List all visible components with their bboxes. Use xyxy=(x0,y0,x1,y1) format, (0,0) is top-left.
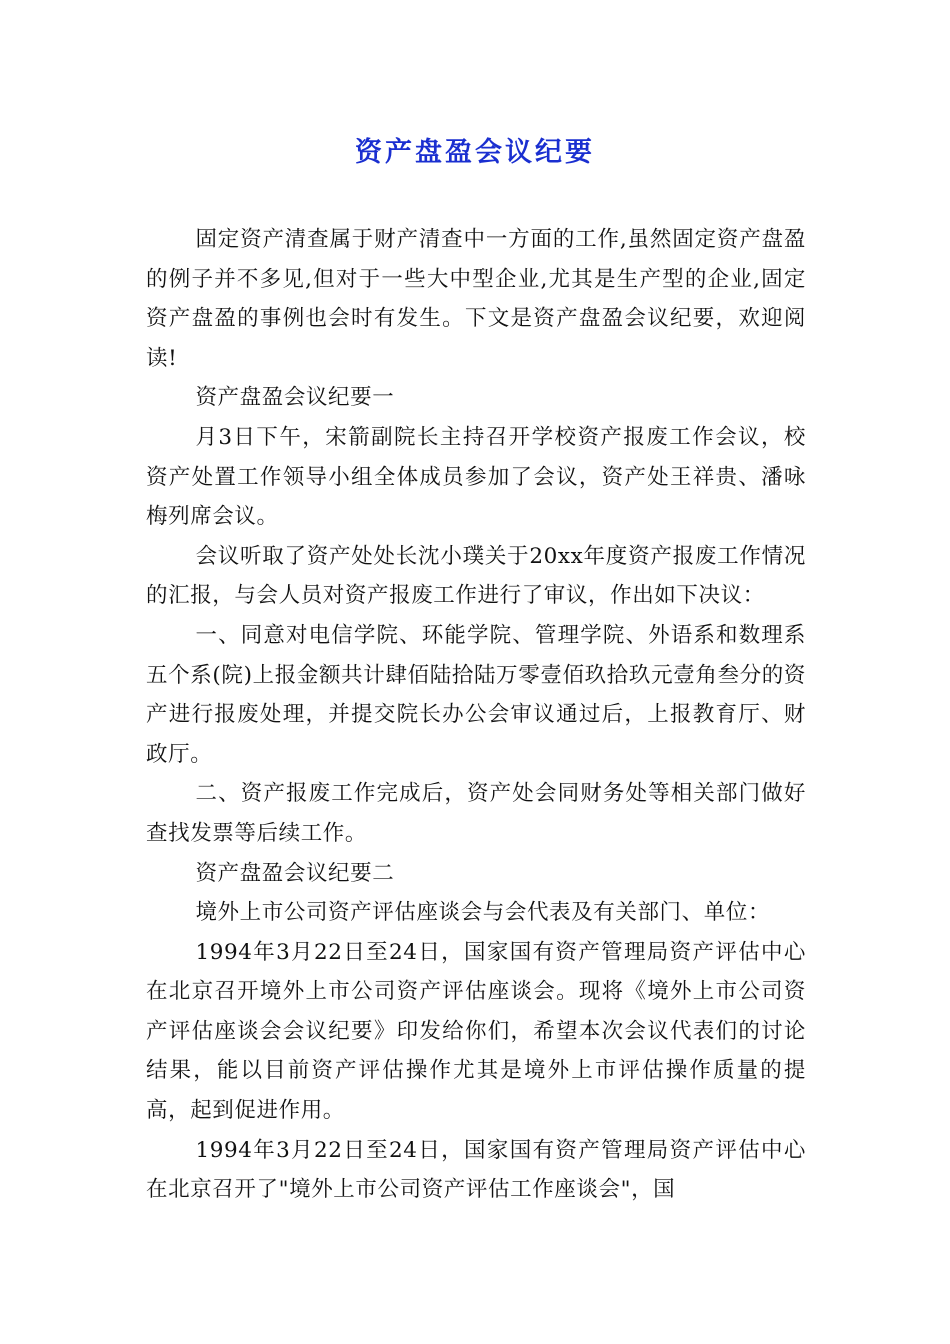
paragraph: 1994年3月22日至24日，国家国有资产管理局资产评估中心在北京召开了"境外上市公司资产评估工作座谈会"，国 xyxy=(146,1137,806,1203)
paragraph-intro: 固定资产清查属于财产清查中一方面的工作,虽然固定资产盘盈的例子并不多见,但对于一些大中型企业,尤其是生产型的企业,固定资产盘盈的事例也会时有发生。下文是资产盘盈会议纪要，欢迎阅读! xyxy=(146,227,806,371)
paragraph: 一、同意对电信学院、环能学院、管理学院、外语系和数理系五个系(院)上报金额共计肆佰陆拾陆万零壹佰玖拾玖元壹角叁分的资产进行报废处理，并提交院长办公会审议通过后，上报教育厅、财政厅。 xyxy=(146,622,806,767)
section-heading-1: 资产盘盈会议纪要一 xyxy=(195,385,395,411)
paragraph: 月3日下午，宋箭副院长主持召开学校资产报废工作会议，校资产处置工作领导小组全体成员参加了会议，资产处王祥贵、潘咏梅列席会议。 xyxy=(146,424,806,530)
section-heading-2: 资产盘盈会议纪要二 xyxy=(195,860,395,886)
document-title: 资产盘盈会议纪要 xyxy=(355,137,595,168)
paragraph: 境外上市公司资产评估座谈会与会代表及有关部门、单位： xyxy=(195,900,771,926)
paragraph: 二、资产报废工作完成后，资产处会同财务处等相关部门做好查找发票等后续工作。 xyxy=(146,781,806,846)
paragraph: 会议听取了资产处处长沈小璞关于20xx年度资产报废工作情况的汇报，与会人员对资产报废工作进行了审议，作出如下决议： xyxy=(146,543,806,609)
document-body xyxy=(146,220,806,1210)
paragraph: 1994年3月22日至24日，国家国有资产管理局资产评估中心在北京召开境外上市公司资产评估座谈会。现将《境外上市公司资产评估座谈会会议纪要》印发给你们，希望本次会议代表们的讨论结果，能以目前资产评估操作尤其是境外上市评估操作质量的提高，起到促进作用。 xyxy=(146,939,806,1124)
